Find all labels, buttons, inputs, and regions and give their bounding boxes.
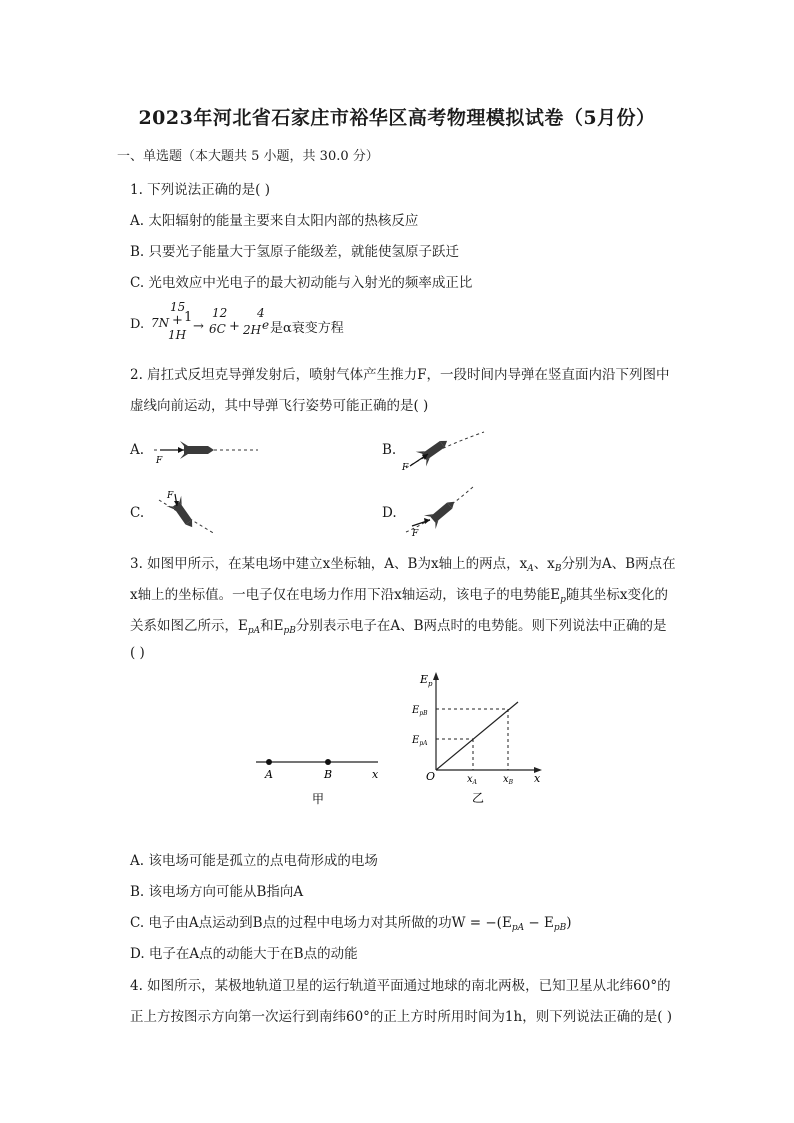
q2-option-a-label: A. bbox=[130, 442, 145, 458]
q1-d-tail: 是α衰变方程 bbox=[270, 321, 344, 336]
trajectory-dash bbox=[406, 432, 484, 468]
missile-nose bbox=[208, 446, 214, 454]
x-axis-label: x bbox=[372, 768, 379, 781]
q3-figure-jia bbox=[250, 745, 390, 815]
proton-mass: 1 bbox=[184, 310, 193, 325]
nuclide-c: 6C bbox=[209, 322, 226, 336]
nuclide-e: e bbox=[262, 318, 270, 332]
point-a-dot bbox=[266, 759, 272, 765]
missile bbox=[166, 496, 199, 533]
q4-stem-line1: 4. 如图所示，某极地轨道卫星的运行轨道平面通过地球的南北两极，已知卫星从北纬60°的 bbox=[130, 978, 671, 994]
nuclide-he-mass: 4 bbox=[257, 306, 265, 320]
q2-stem-line1: 2. 肩扛式反坦克导弹发射后，喷射气体产生推力F，一段时间内导弹在竖直面内沿下列图中 bbox=[130, 367, 670, 383]
tick-epb: $E_{pB}$ bbox=[412, 705, 428, 717]
figure-caption-jia: 甲 bbox=[312, 792, 325, 806]
q2-option-c-label: C. bbox=[130, 505, 145, 521]
q2-option-d-label: D. bbox=[382, 505, 397, 521]
missile bbox=[416, 433, 453, 466]
x-axis-label: x bbox=[534, 772, 541, 785]
point-b-dot bbox=[325, 759, 331, 765]
q2-figure-b bbox=[398, 428, 490, 472]
missile-body bbox=[184, 446, 208, 454]
q3-option-c: C. 电子由A点运动到B点的过程中电场力对其所做的功$W = -(E_{pA} - E_{pB})$ bbox=[130, 915, 572, 933]
origin-label: O bbox=[426, 770, 436, 783]
q2-stem-line2: 虚线向前运动，其中导弹飞行姿势可能正确的是( ) bbox=[130, 398, 429, 414]
point-b-label: B bbox=[324, 768, 333, 781]
force-label: F bbox=[402, 463, 409, 472]
q3-option-b: B. 该电场方向可能从B指向A bbox=[130, 884, 304, 900]
nuclide-n: 7N bbox=[151, 316, 170, 330]
section-heading: 一、单选题（本大题共 5 小题，共 30.0 分） bbox=[117, 149, 379, 164]
figure-caption-yi: 乙 bbox=[472, 791, 485, 805]
missile-fin bbox=[180, 441, 188, 446]
tick-xb: $x_B$ bbox=[503, 774, 514, 786]
q2-figure-c bbox=[155, 488, 219, 538]
page-title: 2023年河北省石家庄市裕华区高考物理模拟试卷（5月份） bbox=[138, 107, 656, 129]
q1-option-a: A. 太阳辐射的能量主要来自太阳内部的热核反应 bbox=[130, 213, 419, 229]
nuclide-h: 1H bbox=[168, 328, 187, 342]
reaction-arrow: → bbox=[193, 319, 204, 334]
force-arrowhead bbox=[424, 518, 430, 524]
force-label: F bbox=[167, 491, 174, 501]
q1-option-c: C. 光电效应中光电子的最大初动能与入射光的频率成正比 bbox=[130, 275, 473, 291]
nuclide-he: 2H bbox=[243, 323, 262, 337]
q3-option-a: A. 该电场可能是孤立的点电荷形成的电场 bbox=[130, 853, 378, 869]
missile bbox=[424, 495, 460, 529]
q2-figure-a bbox=[150, 430, 262, 466]
q3-stem-line1: 3. 如图甲所示，在某电场中建立x坐标轴，A、B为x轴上的两点，$x_A$、$x_B$分别为A、B两点在 bbox=[130, 556, 676, 574]
plus-sign: + bbox=[172, 313, 183, 328]
q3-stem-line4: ( ) bbox=[130, 645, 145, 661]
q1-option-b: B. 只要光子能量大于氢原子能级差，就能使氢原子跃迁 bbox=[130, 244, 460, 260]
tick-xa: $x_A$ bbox=[467, 774, 477, 786]
force-arrowhead bbox=[178, 447, 184, 453]
force-label: F bbox=[412, 529, 419, 538]
point-a-label: A bbox=[265, 768, 273, 781]
q2-option-b-label: B. bbox=[382, 442, 397, 458]
q1-stem: 1. 下列说法正确的是( ) bbox=[130, 182, 270, 198]
y-axis-arrow bbox=[433, 672, 439, 680]
nuclide-n-mass: 15 bbox=[170, 300, 186, 314]
energy-line bbox=[436, 702, 518, 770]
q4-stem-line2: 正上方按图示方向第一次运行到南纬60°的正上方时所用时间为1h，则下列说法正确的是( ) bbox=[130, 1009, 673, 1025]
missile-fin bbox=[180, 454, 188, 459]
force-label: F bbox=[156, 456, 163, 466]
nuclide-c-mass: 12 bbox=[212, 306, 228, 320]
plus-sign-2: + bbox=[229, 319, 240, 334]
q3-stem-line2: x轴上的坐标值。一电子仅在电场力作用下沿x轴运动，该电子的电势能$E_p$随其坐标x变化的 bbox=[130, 587, 668, 605]
q3-option-d: D. 电子在A点的动能大于在B点的动能 bbox=[130, 946, 358, 962]
q3-figure-yi bbox=[410, 668, 550, 818]
q2-figure-d bbox=[398, 482, 478, 538]
q3-stem-line3: 关系如图乙所示，$E_{pA}$和$E_{pB}$分别表示电子在A、B两点时的电势能。则下列说法中正确的是 bbox=[130, 618, 667, 636]
tick-epa: $E_{pA}$ bbox=[412, 735, 428, 747]
y-axis-label: $E_p$ bbox=[420, 673, 433, 688]
q1-d-label: D. bbox=[130, 317, 145, 332]
